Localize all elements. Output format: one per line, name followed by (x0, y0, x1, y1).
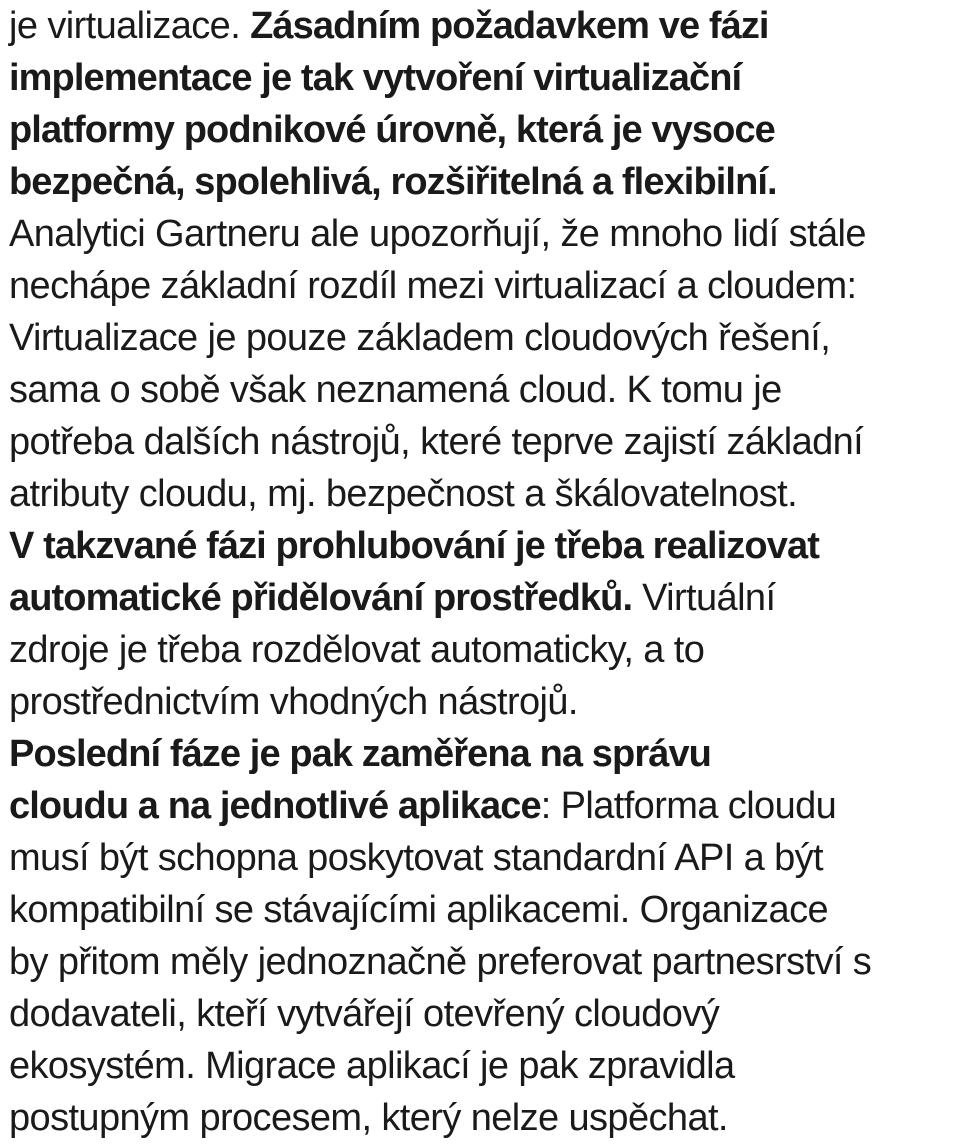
text-run: : Platforma cloudu (540, 785, 837, 827)
text-line (9, 260, 856, 312)
text-run: postupným procesem, který nelze uspěchat. (9, 1097, 728, 1139)
bold-text-run: platformy podnikové úrovně, která je vysoce (9, 109, 775, 151)
text-line (9, 1092, 728, 1144)
text-line (9, 988, 719, 1040)
text-run: Virtuální (632, 577, 776, 619)
text-line (9, 104, 775, 156)
bold-text-run: automatické přidělování prostředků. (9, 577, 633, 619)
bold-text-run: bezpečná, spolehlivá, rozšiřitelná a flexibilní. (9, 161, 777, 203)
text-run: atributy cloudu, mj. bezpečnost a škálovatelnost. (9, 473, 798, 515)
text-run: potřeba dalších nástrojů, které teprve zajistí základní (9, 421, 864, 463)
text-line (9, 1040, 734, 1092)
text-run: zdroje je třeba rozdělovat automaticky, a to (9, 629, 705, 671)
text-line (9, 624, 704, 676)
text-line (9, 312, 830, 364)
text-run: ekosystém. Migrace aplikací je pak zpravidla (9, 1045, 735, 1087)
text-line (9, 364, 782, 416)
text-run: musí být schopna poskytovat standardní API a být (9, 837, 824, 879)
text-line (9, 520, 819, 572)
text-line (9, 416, 863, 468)
text-line (9, 52, 741, 104)
text-run: Virtualizace je pouze základem cloudových řešení, (9, 317, 831, 359)
text-run: by přitom měly jednoznačně preferovat partnesrství s (9, 941, 872, 983)
bold-text-run: Poslední fáze je pak zaměřena na správu (9, 733, 711, 775)
text-run: je virtualizace. (9, 5, 251, 47)
text-line (9, 936, 871, 988)
text-line (9, 468, 797, 520)
text-line (9, 884, 828, 936)
text-run: prostřednictvím vhodných nástrojů. (9, 681, 578, 723)
text-line (9, 0, 769, 52)
text-run: dodavateli, kteří vytvářejí otevřený cloudový (9, 993, 720, 1035)
bold-text-run: cloudu a na jednotlivé aplikace (9, 785, 541, 827)
text-line (9, 208, 866, 260)
text-line (9, 780, 836, 832)
text-line (9, 156, 777, 208)
text-run: nechápe základní rozdíl mezi virtualizací a cloudem: (9, 265, 857, 307)
text-line (9, 572, 775, 624)
bold-text-run: Zásadním požadavkem ve fázi (250, 5, 769, 47)
bold-text-run: V takzvané fázi prohlubování je třeba realizovat (9, 525, 819, 567)
bold-text-run: implementace je tak vytvoření virtualizační (9, 57, 742, 99)
text-run: sama o sobě však neznamená cloud. K tomu je (9, 369, 782, 411)
text-line (9, 832, 823, 884)
text-line (9, 728, 711, 780)
text-line (9, 676, 578, 728)
text-run: kompatibilní se stávajícími aplikacemi. Organizace (9, 889, 829, 931)
text-run: Analytici Gartneru ale upozorňují, že mnoho lidí stále (9, 213, 866, 255)
